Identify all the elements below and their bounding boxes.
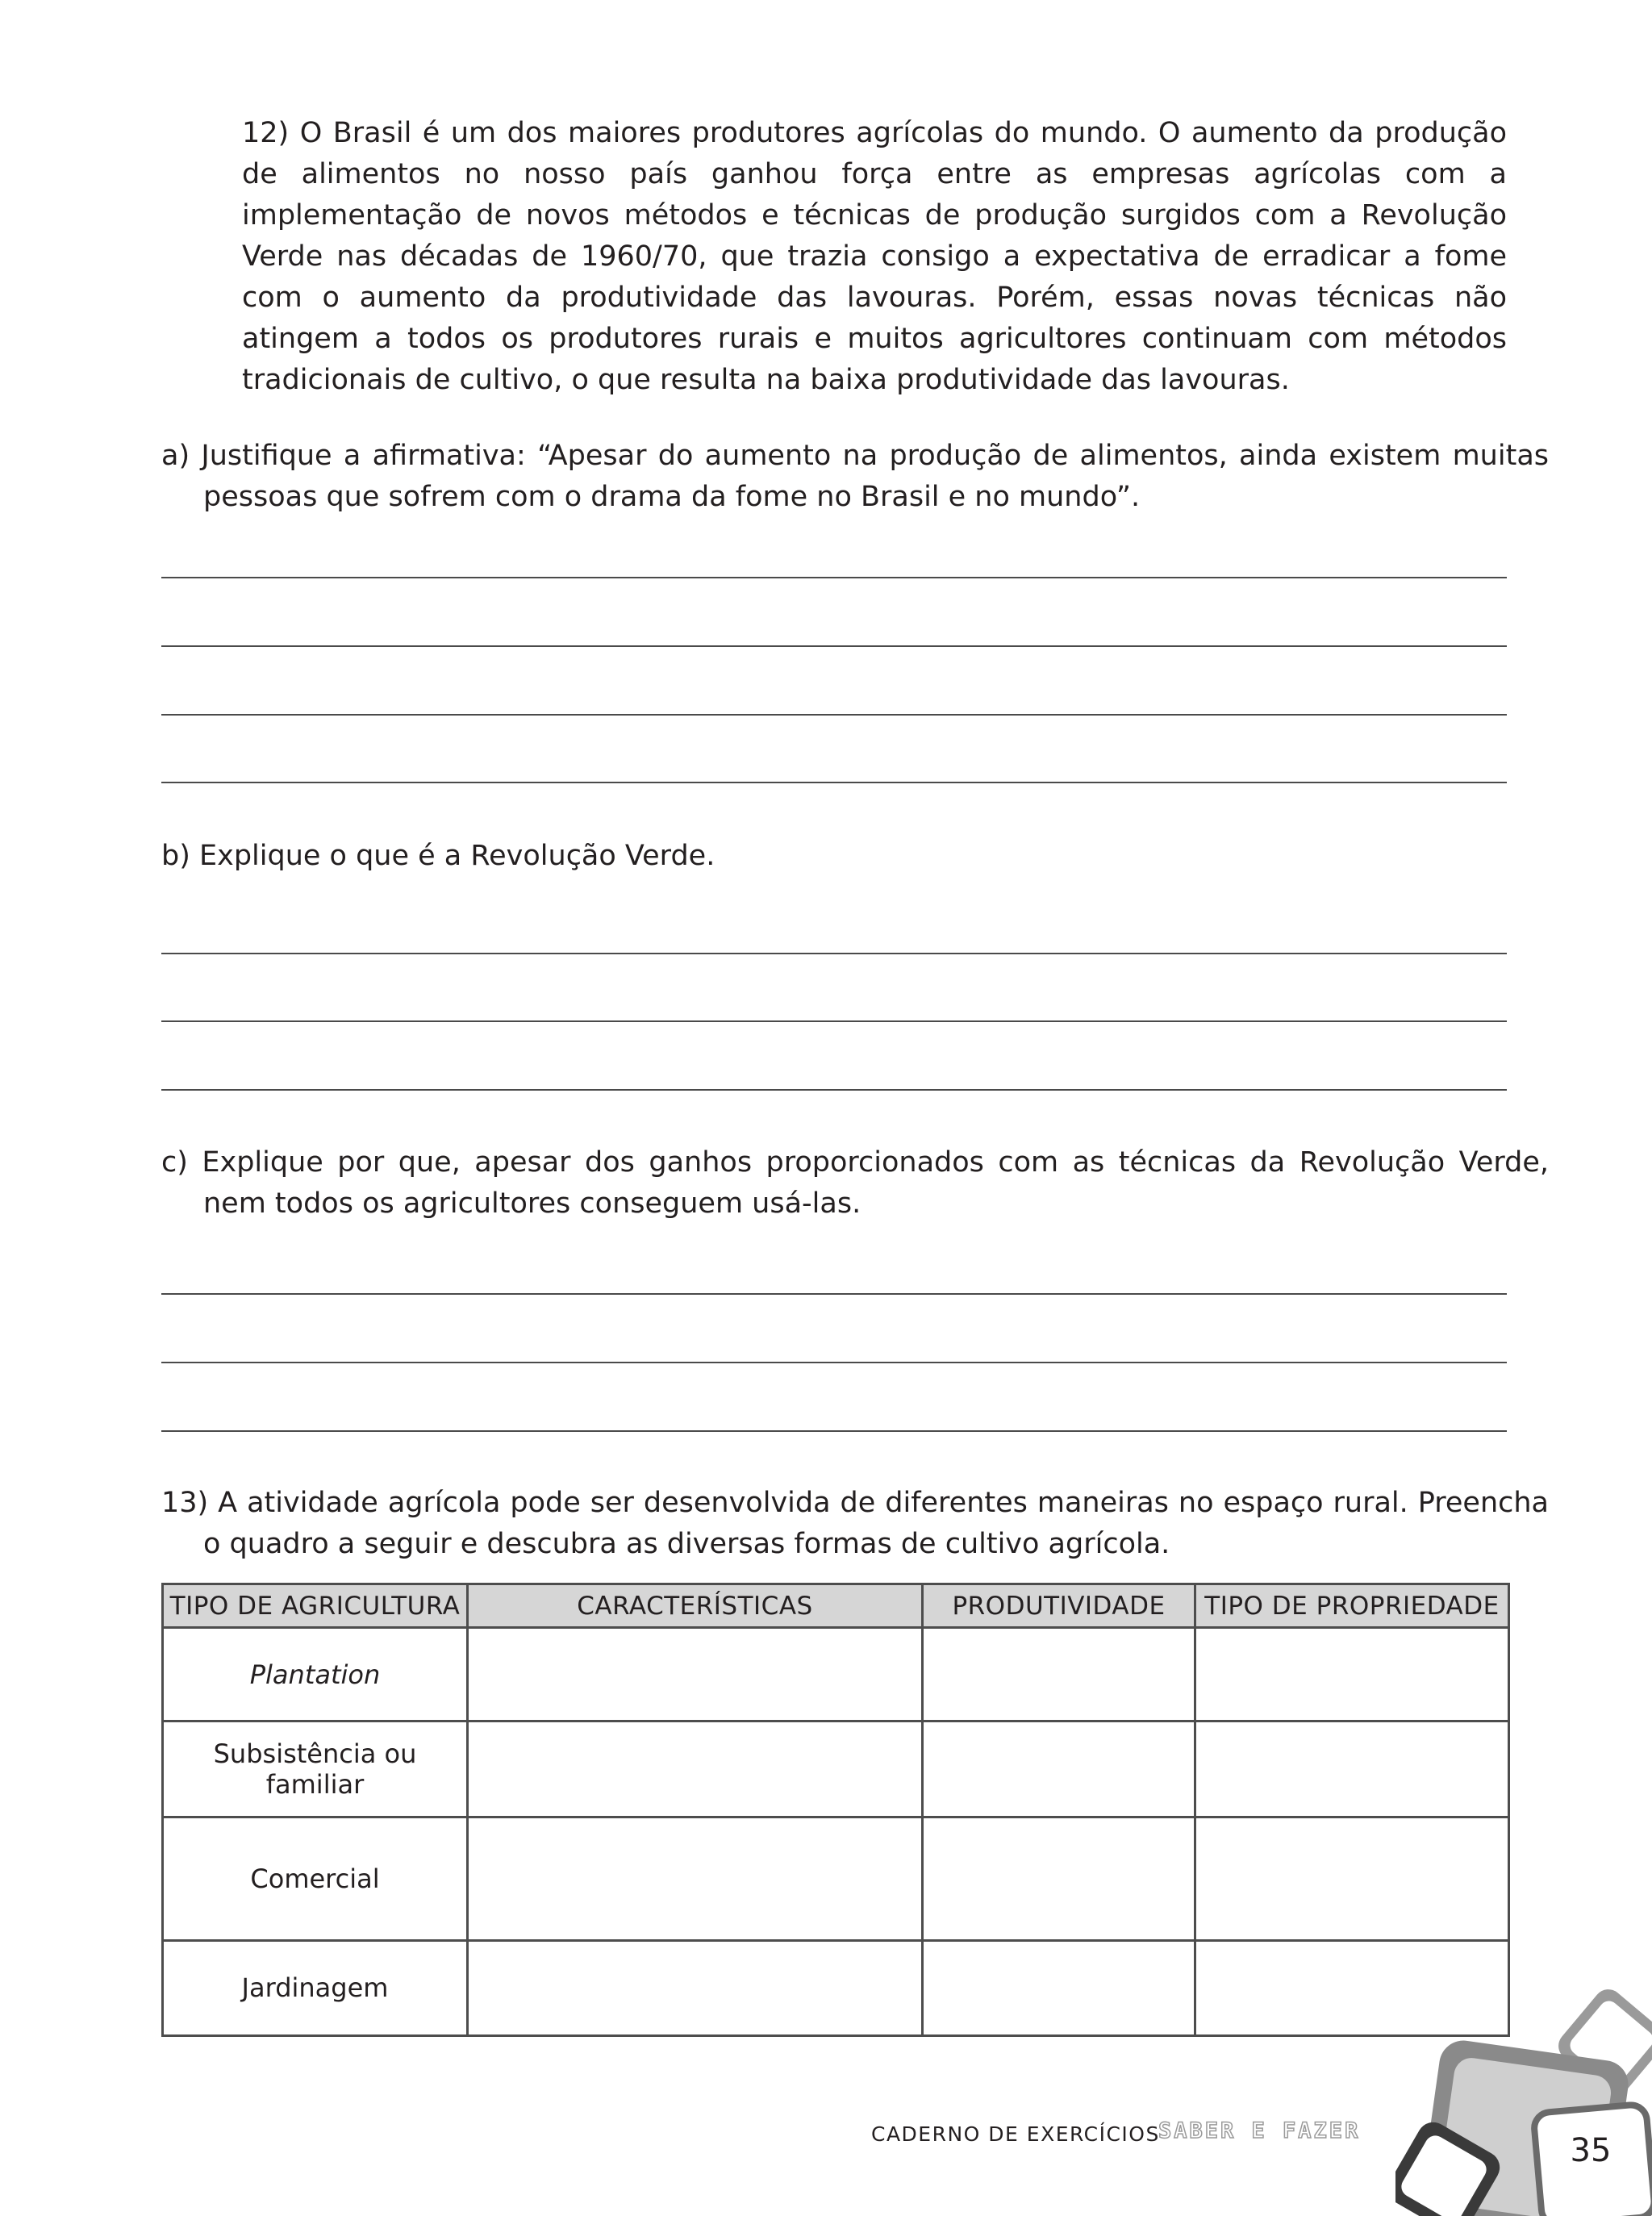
brand-logo: SABER E FAZER <box>1158 2118 1361 2143</box>
page-number: 35 <box>1570 2132 1612 2169</box>
agriculture-table <box>161 1583 1510 2037</box>
answer-line[interactable] <box>161 1293 1507 1295</box>
table-row <box>163 1628 1509 1721</box>
stacked-squares-decoration <box>1395 1984 1652 2216</box>
row-label-plantation: Plantation <box>163 1628 468 1721</box>
table-cell-input[interactable] <box>923 1721 1195 1817</box>
question-12a: a) Justifique a afirmativa: “Apesar do aumento na produção de alimentos, ainda existem muitas pessoas que sofrem com o drama da fome no Brasil e no mundo”. <box>161 440 1549 513</box>
answer-line[interactable] <box>161 953 1507 954</box>
table-cell-input[interactable] <box>923 1817 1195 1940</box>
header-produtividade: PRODUTIVIDADE <box>923 1584 1195 1628</box>
answer-line[interactable] <box>161 1089 1507 1091</box>
table-header-row <box>163 1584 1509 1628</box>
table-cell-input[interactable] <box>468 1721 923 1817</box>
table-cell-input[interactable] <box>1195 1628 1509 1721</box>
answer-line[interactable] <box>161 1362 1507 1363</box>
table-cell-input[interactable] <box>1195 1817 1509 1940</box>
question-12c: c) Explique por que, apesar dos ganhos proporcionados com as técnicas da Revolução Verde, nem todos os agricultores conseguem usá-las. <box>161 1146 1549 1220</box>
table-cell-input[interactable] <box>1195 1721 1509 1817</box>
question-12b: b) Explique o que é a Revolução Verde. <box>161 840 715 872</box>
row-label-comercial: Comercial <box>163 1817 468 1940</box>
answer-line[interactable] <box>161 577 1507 578</box>
answer-line[interactable] <box>161 1020 1507 1022</box>
answer-line[interactable] <box>161 645 1507 647</box>
row-label-subsistencia: Subsistência ou familiar <box>163 1721 468 1817</box>
header-tipo-agricultura: TIPO DE AGRICULTURA <box>163 1584 468 1628</box>
table-row <box>163 1817 1509 1940</box>
question-13: 13) A atividade agrícola pode ser desenvolvida de diferentes maneiras no espaço rural. Preencha o quadro a seguir e descubra as diversas formas de cultivo agrícola. <box>161 1487 1549 1560</box>
table-cell-input[interactable] <box>468 1940 923 2036</box>
question-12-intro: 12) O Brasil é um dos maiores produtores agrícolas do mundo. O aumento da produção de alimentos no nosso país ganhou força entre as empresas agrícolas com a implementação de novos métodos e técnicas de produção surgidos com a Revolução Verde nas décadas de 1960/70, que trazia consigo a expectativa de erradicar a fome com o aumento da produtividade das lavouras. Porém, essas novas técnicas não atingem a todos os produtores rurais e muitos agricultores continuam com métodos tradicionais de cultivo, o que resulta na baixa produtividade das lavouras. <box>242 117 1507 396</box>
header-tipo-propriedade: TIPO DE PROPRIEDADE <box>1195 1584 1509 1628</box>
table-cell-input[interactable] <box>468 1628 923 1721</box>
answer-line[interactable] <box>161 782 1507 783</box>
table-row <box>163 1940 1509 2036</box>
answer-line[interactable] <box>161 714 1507 716</box>
answer-line[interactable] <box>161 1430 1507 1432</box>
table-cell-input[interactable] <box>923 1628 1195 1721</box>
table-row <box>163 1721 1509 1817</box>
row-label-jardinagem: Jardinagem <box>163 1940 468 2036</box>
footer-label: CADERNO DE EXERCÍCIOS <box>871 2122 1160 2146</box>
header-caracteristicas: CARACTERÍSTICAS <box>468 1584 923 1628</box>
table-cell-input[interactable] <box>468 1817 923 1940</box>
table-cell-input[interactable] <box>923 1940 1195 2036</box>
